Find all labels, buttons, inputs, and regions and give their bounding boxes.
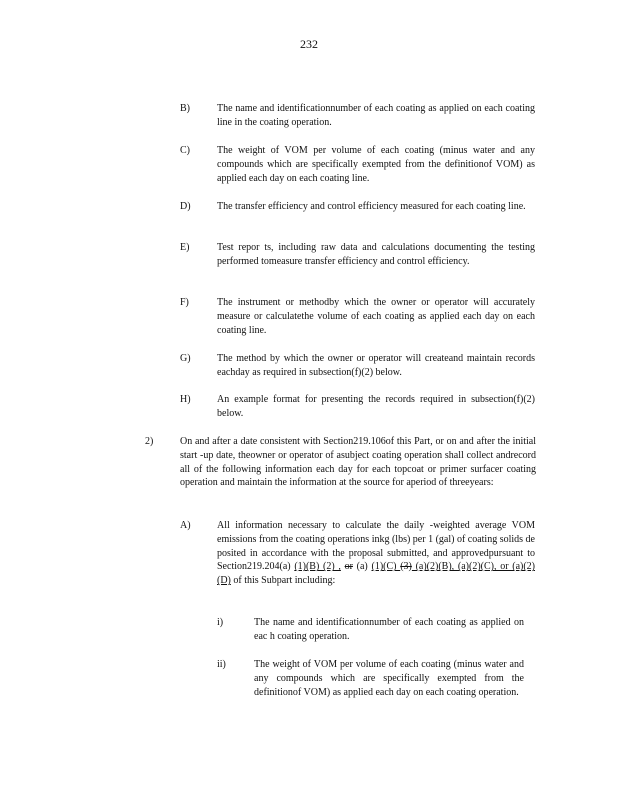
item-text: The instrument or methodby which the owner or operator will accurately measure or calculatethe volume of each coating as applied each day on each coating line. [217,297,535,336]
item-text: The weight of VOM per volume of each coating (minus water and any compounds which are specifically exempted from the definitionof VOM) as applied each day on each coating operation. [254,659,524,698]
item-label: H) [180,394,191,405]
item-label: F) [180,297,189,308]
deleted-text: or [344,561,353,573]
item-label: C) [180,145,190,156]
item-text: Test repor ts, including raw data and calculations documenting the testing performed tomeasure transfer efficiency and control efficiency. [217,242,535,267]
text-segment: (a) [352,561,372,573]
item-label: i) [217,617,224,628]
item-text: The name and identificationnumber of each coating as applied on eac h coating operation. [254,617,524,642]
item-text [217,519,535,588]
item-label: ii) [217,659,226,670]
item-label: A) [180,520,191,531]
text-segment: of this Subpart including: [230,575,336,587]
text-segment: All information necessary to calculate the daily -weighted average VOM emissions from the coating operations inkg (lbs) per 1 (gal) of coating solids de posited in accordance with the proposal submitted, and approvedpursuant to Section219.204(a) [217,520,535,573]
inserted-text: (a)(2)(B), (a)(2)(C), or (a)(2)(D) [217,561,535,587]
item-label: E) [180,242,190,253]
item-text: The method by which the owner or operator will createand maintain records eachday as required in subsection(f)(2) below. [217,353,535,378]
deleted-text: (3) [400,561,412,573]
item-label: 2) [145,436,154,447]
page-number: 232 [300,37,318,51]
item-text: The transfer efficiency and control efficiency measured for each coating line. [217,201,526,212]
item-text: The weight of VOM per volume of each coating (minus water and any compounds which are specifically exempted from the definitionof VOM) as applied each day on each coating line. [217,145,535,184]
inserted-text: (1)(C) [371,561,401,573]
item-text: An example format for presenting the records required in subsection(f)(2) below. [217,394,535,419]
inserted-text: (1)(B) (2) , [294,561,341,573]
item-label: B) [180,103,190,114]
item-label: G) [180,353,191,364]
item-label: D) [180,201,191,212]
item-text: The name and identificationnumber of each coating as applied on each coating line in the coating operation. [217,103,535,128]
item-text: On and after a date consistent with Section219.106of this Part, or on and after the initial start -up date, theowner or operator of asubject coating operation shall collect andrecord all of the following information each day for each topcoat or primer surfacer coating operation and maintain the information at the source for aperiod of threeyears: [180,436,536,489]
